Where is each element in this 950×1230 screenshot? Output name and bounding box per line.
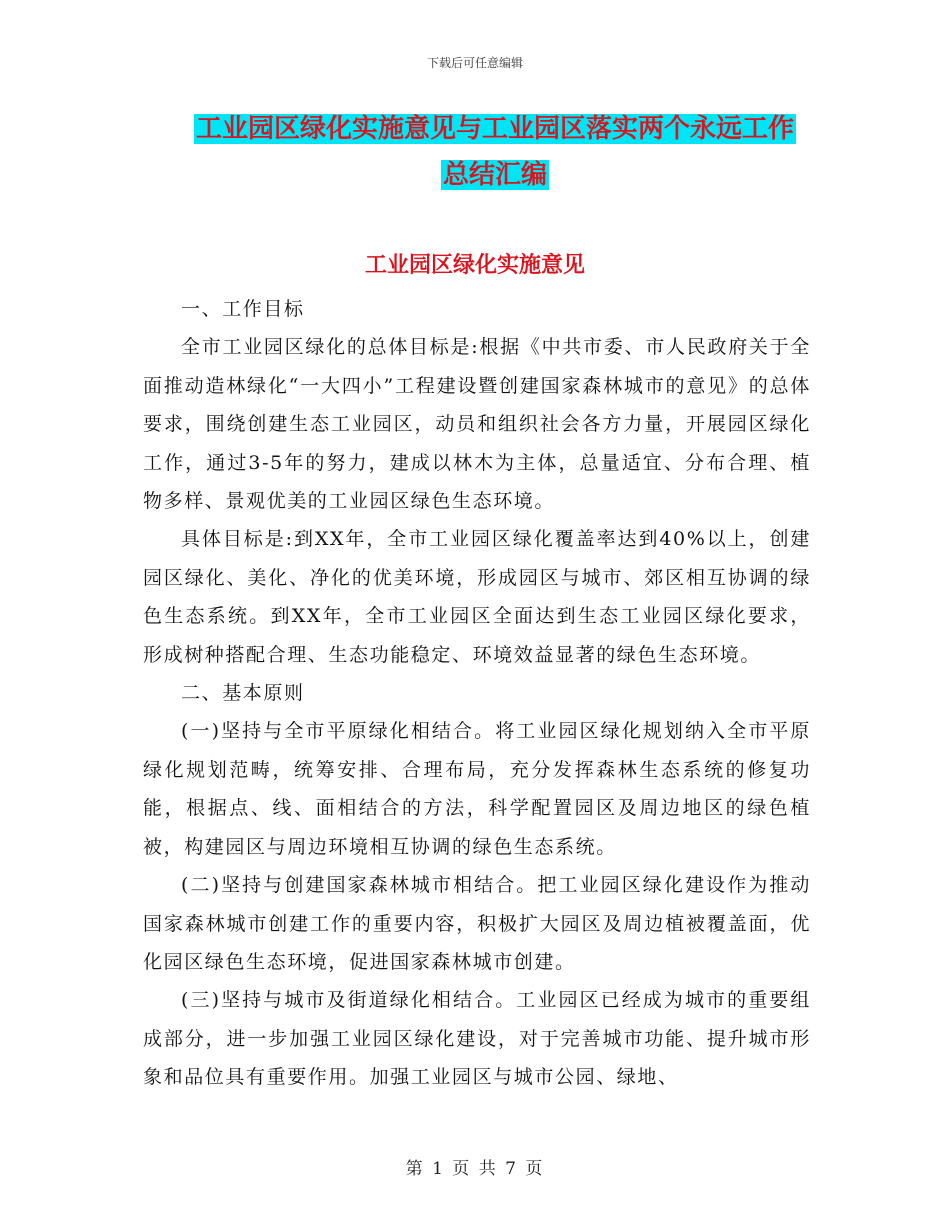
document-title-line-1: 工业园区绿化实施意见与工业园区落实两个永远工作 bbox=[195, 114, 794, 144]
page-number: 第 1 页 共 7 页 bbox=[405, 1159, 545, 1179]
document-title-line-2: 总结汇编 bbox=[442, 160, 547, 190]
paragraph-principle-3: (三)坚持与城市及街道绿化相结合。工业园区已经成为城市的重要组成部分，进一步加强工业园区绿化建设，对于完善城市功能、提升城市形象和品位具有重要作用。加强工业园区与城市公园、绿地、 bbox=[143, 989, 811, 1089]
paragraph-principle-2: (二)坚持与创建国家森林城市相结合。把工业园区绿化建设作为推动国家森林城市创建工作的重要内容，积极扩大园区及周边植被覆盖面，优化园区绿色生态环境，促进国家森林城市创建。 bbox=[143, 874, 811, 973]
paragraph-principle-1: (一)坚持与全市平原绿化相结合。将工业园区绿化规划纳入全市平原绿化规划范畴，统筹安排、合理布局，充分发挥森林生态系统的修复功能，根据点、线、面相结合的方法，科学配置园区及周边地区的绿色植被，构建园区与周边环境相互协调的绿色生态系统。 bbox=[143, 720, 811, 858]
heading-basic-principles: 二、基本原则 bbox=[181, 682, 305, 705]
header-note: 下载后可任意编辑 bbox=[426, 56, 523, 70]
paragraph-specific-goal: 具体目标是:到XX年，全市工业园区绿化覆盖率达到40%以上，创建园区绿化、美化、净化的优美环境，形成园区与城市、郊区相互协调的绿色生态系统。到XX年，全市工业园区全面达到生态工业园区绿化要求，形成树种搭配合理、生态功能稳定、环境效益显著的绿色生态环境。 bbox=[143, 528, 811, 666]
paragraph-overall-goal: 全市工业园区绿化的总体目标是:根据《中共市委、市人民政府关于全面推动造林绿化“一大四小”工程建设暨创建国家森林城市的意见》的总体要求，围绕创建生态工业园区，动员和组织社会各方力量，开展园区绿化工作，通过3-5年的努力，建成以林木为主体，总量适宜、分布合理、植物多样、景观优美的工业园区绿色生态环境。 bbox=[143, 336, 811, 513]
section-title: 工业园区绿化实施意见 bbox=[364, 253, 585, 278]
document-body bbox=[143, 290, 811, 1097]
document-title bbox=[120, 106, 870, 198]
heading-work-goals: 一、工作目标 bbox=[181, 298, 305, 320]
